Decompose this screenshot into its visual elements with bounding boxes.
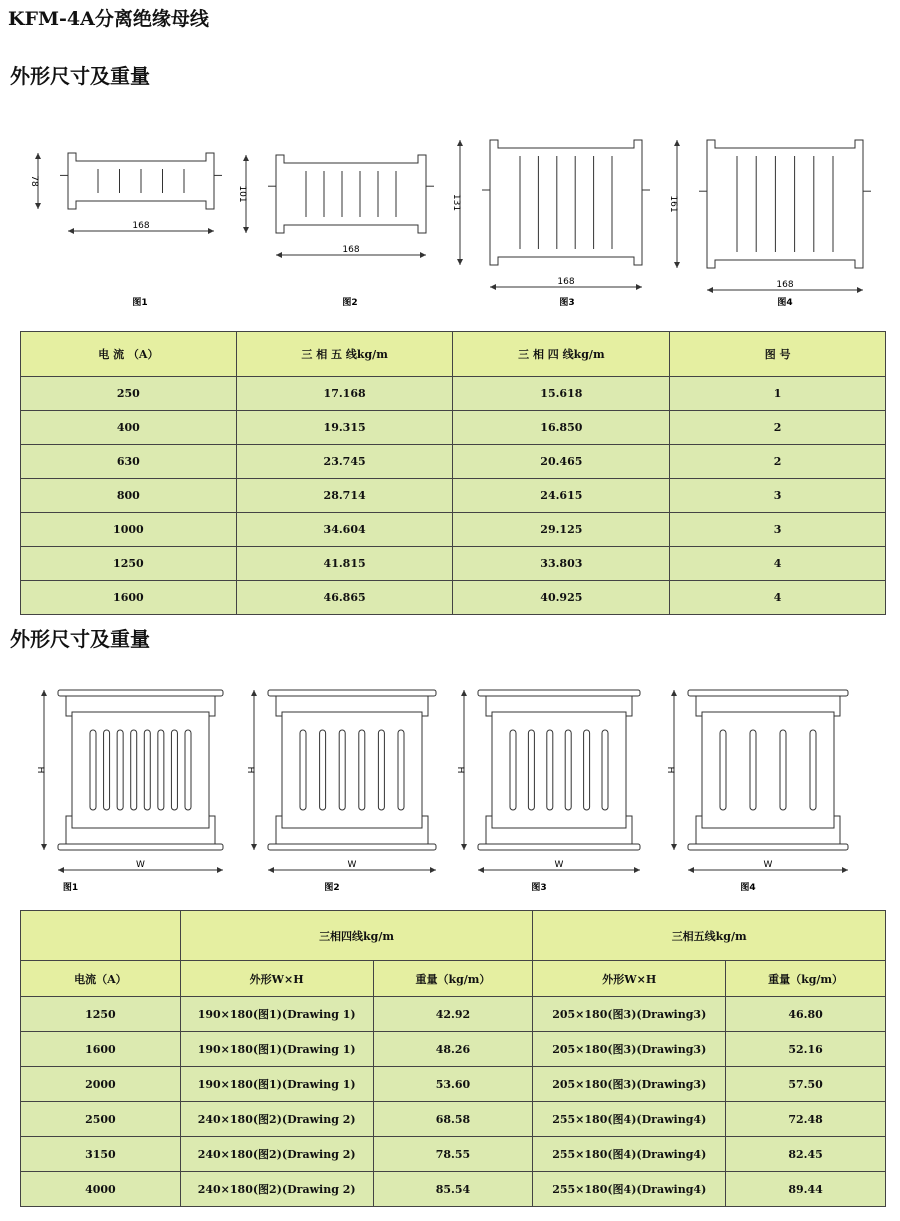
table-row <box>21 1032 886 1067</box>
ventilation-slot <box>144 730 150 810</box>
cell-four-wire-weight: 15.618 <box>453 377 670 411</box>
cell-weight-four-wire: 78.55 <box>373 1137 533 1172</box>
busbar-figure-2 <box>237 155 434 308</box>
cell-four-wire-weight: 20.465 <box>453 445 670 479</box>
table2-subheader-weight-4: 重量（kg/m） <box>373 961 533 997</box>
table-row <box>21 1137 886 1172</box>
cell-four-wire-weight: 16.850 <box>453 411 670 445</box>
height-dimension-label: 161 <box>668 195 678 213</box>
cell-weight-five-wire: 52.16 <box>726 1032 886 1067</box>
cell-current: 4000 <box>21 1172 181 1207</box>
bottom-flange <box>268 844 436 850</box>
cell-current: 1600 <box>21 581 237 615</box>
table2-header-four-wire: 三相四线kg/m <box>180 911 533 961</box>
section-title-dimensions-2: 外形尺寸及重量 <box>10 627 150 651</box>
page-title: KFM-4A分离绝缘母线 <box>8 8 209 30</box>
height-dimension-label: H <box>245 766 255 774</box>
width-dimension-label: W <box>763 860 773 870</box>
ventilation-slot <box>510 730 516 810</box>
cell-size-five-wire: 205×180(图3)(Drawing3) <box>533 1067 726 1102</box>
figure-caption: 图2 <box>324 883 340 893</box>
right-wall <box>209 696 215 844</box>
cell-figure-no: 3 <box>670 513 886 547</box>
table2-header-blank <box>21 911 181 961</box>
right-wall <box>422 696 428 844</box>
cell-current: 1000 <box>21 513 237 547</box>
table1-header-current: 电 流 （A） <box>21 332 237 377</box>
ventilation-slot <box>810 730 816 810</box>
cell-current: 2500 <box>21 1102 181 1137</box>
figure-caption: 图4 <box>740 883 756 893</box>
cell-weight-four-wire: 53.60 <box>373 1067 533 1102</box>
busbar-outline <box>707 140 863 268</box>
ventilation-slot <box>339 730 345 810</box>
cell-size-four-wire: 240×180(图2)(Drawing 2) <box>180 1172 373 1207</box>
figure-caption: 图1 <box>62 883 79 893</box>
height-dimension-label: H <box>455 766 465 774</box>
ventilation-slot <box>131 730 137 810</box>
inner-channel <box>492 712 626 828</box>
width-dimension-label: 168 <box>557 277 575 287</box>
table2-subheader-weight-5: 重量（kg/m） <box>726 961 886 997</box>
cell-weight-five-wire: 89.44 <box>726 1172 886 1207</box>
ventilation-slot <box>104 730 110 810</box>
cell-five-wire-weight: 28.714 <box>236 479 453 513</box>
table2-subheader-size-5: 外形W×H <box>533 961 726 997</box>
height-dimension-label: 131 <box>451 193 461 212</box>
top-flange <box>478 690 640 696</box>
width-dimension-label: W <box>554 860 564 870</box>
cell-size-five-wire: 255×180(图4)(Drawing4) <box>533 1137 726 1172</box>
top-flange <box>268 690 436 696</box>
table-row <box>21 547 886 581</box>
left-wall <box>276 696 282 844</box>
ventilation-slot <box>90 730 96 810</box>
table-row <box>21 581 886 615</box>
cell-figure-no: 2 <box>670 445 886 479</box>
cell-four-wire-weight: 33.803 <box>453 547 670 581</box>
ventilation-slot <box>547 730 553 810</box>
inner-channel <box>72 712 209 828</box>
section-title-dimensions-1: 外形尺寸及重量 <box>10 64 150 88</box>
ventilation-slot <box>750 730 756 810</box>
top-flange <box>58 690 223 696</box>
table-row <box>21 479 886 513</box>
table-row <box>21 1067 886 1102</box>
figure-caption: 图2 <box>342 298 358 308</box>
width-dimension-label: W <box>347 860 357 870</box>
ventilation-slot <box>117 730 123 810</box>
table1-header-four-wire: 三 相 四 线kg/m <box>453 332 670 377</box>
cell-figure-no: 3 <box>670 479 886 513</box>
ventilation-slot <box>584 730 590 810</box>
table2-header-five-wire: 三相五线kg/m <box>533 911 886 961</box>
width-dimension-label: W <box>136 860 145 870</box>
busbar-section-figure-1 <box>35 690 223 893</box>
cell-weight-five-wire: 82.45 <box>726 1137 886 1172</box>
busbar-section-figure-2 <box>245 690 436 893</box>
ventilation-slot <box>565 730 571 810</box>
right-wall <box>626 696 632 844</box>
cell-current: 630 <box>21 445 237 479</box>
cell-figure-no: 4 <box>670 581 886 615</box>
cell-size-four-wire: 190×180(图1)(Drawing 1) <box>180 1067 373 1102</box>
busbar-outline <box>490 140 642 265</box>
figure-caption: 图4 <box>777 298 793 308</box>
bottom-flange <box>478 844 640 850</box>
table-row <box>21 997 886 1032</box>
cell-figure-no: 4 <box>670 547 886 581</box>
top-flange <box>688 690 848 696</box>
busbar-figure-1 <box>29 153 222 308</box>
inner-channel <box>702 712 834 828</box>
figure-caption: 图1 <box>132 298 148 308</box>
cell-figure-no: 2 <box>670 411 886 445</box>
width-dimension-label: 168 <box>132 221 150 231</box>
ventilation-slot <box>528 730 534 810</box>
ventilation-slot <box>171 730 177 810</box>
table2-subheader-current: 电流（A） <box>21 961 181 997</box>
cell-weight-four-wire: 48.26 <box>373 1032 533 1067</box>
ventilation-slot <box>378 730 384 810</box>
ventilation-slot <box>780 730 786 810</box>
figure-caption: 图3 <box>559 298 575 308</box>
cell-weight-five-wire: 57.50 <box>726 1067 886 1102</box>
left-wall <box>66 696 72 844</box>
inner-channel <box>282 712 422 828</box>
cell-current: 1600 <box>21 1032 181 1067</box>
cell-size-five-wire: 205×180(图3)(Drawing3) <box>533 997 726 1032</box>
cell-current: 250 <box>21 377 237 411</box>
cell-size-five-wire: 255×180(图4)(Drawing4) <box>533 1102 726 1137</box>
left-wall <box>486 696 492 844</box>
weight-table-2 <box>20 910 886 1207</box>
cell-current: 800 <box>21 479 237 513</box>
cell-weight-four-wire: 85.54 <box>373 1172 533 1207</box>
ventilation-slot <box>398 730 404 810</box>
table1-header-five-wire: 三 相 五 线kg/m <box>236 332 453 377</box>
busbar-profile-figures-2 <box>0 675 900 900</box>
cell-weight-five-wire: 46.80 <box>726 997 886 1032</box>
cell-current: 2000 <box>21 1067 181 1102</box>
bottom-flange <box>688 844 848 850</box>
height-dimension-label: H <box>35 766 45 774</box>
figure-caption: 图3 <box>531 883 547 893</box>
cell-weight-four-wire: 68.58 <box>373 1102 533 1137</box>
busbar-outline <box>276 155 426 233</box>
cell-size-five-wire: 205×180(图3)(Drawing3) <box>533 1032 726 1067</box>
cell-weight-four-wire: 42.92 <box>373 997 533 1032</box>
table-row <box>21 1102 886 1137</box>
cell-current: 400 <box>21 411 237 445</box>
height-dimension-label: 101 <box>237 185 247 203</box>
left-wall <box>696 696 702 844</box>
right-wall <box>834 696 840 844</box>
cell-five-wire-weight: 23.745 <box>236 445 453 479</box>
busbar-section-figure-4 <box>665 690 848 893</box>
table2-subheader-size-4: 外形W×H <box>180 961 373 997</box>
height-dimension-label: 78 <box>29 175 39 187</box>
ventilation-slot <box>320 730 326 810</box>
weight-table-1 <box>20 331 886 615</box>
cell-weight-five-wire: 72.48 <box>726 1102 886 1137</box>
cell-size-four-wire: 240×180(图2)(Drawing 2) <box>180 1102 373 1137</box>
cell-size-four-wire: 190×180(图1)(Drawing 1) <box>180 1032 373 1067</box>
table-row <box>21 411 886 445</box>
cell-current: 3150 <box>21 1137 181 1172</box>
ventilation-slot <box>602 730 608 810</box>
cell-five-wire-weight: 17.168 <box>236 377 453 411</box>
width-dimension-label: 168 <box>342 245 360 255</box>
height-dimension-label: H <box>665 766 675 774</box>
busbar-profile-figures-1 <box>0 100 900 320</box>
cell-four-wire-weight: 29.125 <box>453 513 670 547</box>
cell-four-wire-weight: 40.925 <box>453 581 670 615</box>
cell-current: 1250 <box>21 547 237 581</box>
cell-five-wire-weight: 46.865 <box>236 581 453 615</box>
cell-size-four-wire: 190×180(图1)(Drawing 1) <box>180 997 373 1032</box>
busbar-profile-drawings-1 <box>0 100 900 320</box>
busbar-figure-4 <box>668 140 871 308</box>
cell-figure-no: 1 <box>670 377 886 411</box>
bottom-flange <box>58 844 223 850</box>
cell-five-wire-weight: 19.315 <box>236 411 453 445</box>
table-row <box>21 513 886 547</box>
cell-five-wire-weight: 41.815 <box>236 547 453 581</box>
cell-current: 1250 <box>21 997 181 1032</box>
ventilation-slot <box>359 730 365 810</box>
busbar-section-figure-3 <box>455 690 640 893</box>
ventilation-slot <box>158 730 164 810</box>
cell-size-five-wire: 255×180(图4)(Drawing4) <box>533 1172 726 1207</box>
busbar-figure-3 <box>451 140 650 308</box>
busbar-profile-drawings-2 <box>0 675 900 900</box>
ventilation-slot <box>300 730 306 810</box>
cell-four-wire-weight: 24.615 <box>453 479 670 513</box>
table-row <box>21 1172 886 1207</box>
cell-five-wire-weight: 34.604 <box>236 513 453 547</box>
ventilation-slot <box>185 730 191 810</box>
table-row <box>21 377 886 411</box>
cell-size-four-wire: 240×180(图2)(Drawing 2) <box>180 1137 373 1172</box>
width-dimension-label: 168 <box>776 280 794 290</box>
table1-header-figure-no: 图 号 <box>670 332 886 377</box>
ventilation-slot <box>720 730 726 810</box>
table-row <box>21 445 886 479</box>
